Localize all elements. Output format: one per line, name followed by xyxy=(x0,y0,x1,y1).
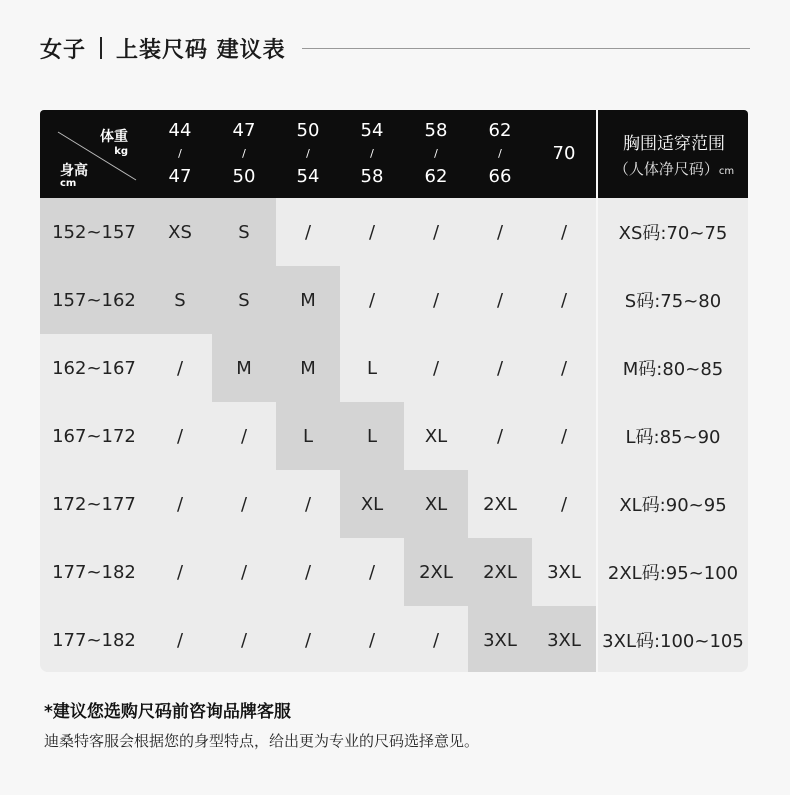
title-divider xyxy=(100,37,102,59)
weight-max: 54 xyxy=(296,166,320,187)
size-cell: / xyxy=(276,538,340,606)
size-cell: 3XL xyxy=(532,606,596,672)
height-cell: 177~182 xyxy=(40,538,148,606)
weight-separator: / xyxy=(498,147,502,160)
size-cell: XL xyxy=(340,470,404,538)
weight-separator: / xyxy=(178,147,182,160)
size-cell: M xyxy=(276,334,340,402)
size-cell: / xyxy=(340,606,404,672)
size-cell: S xyxy=(212,198,276,266)
size-cell: / xyxy=(340,538,404,606)
bust-cell: S码:75~80 xyxy=(596,266,748,334)
bust-subtitle: （人体净尺码）cm xyxy=(613,160,735,178)
diagonal-line xyxy=(40,110,148,198)
weight-column-header xyxy=(532,110,596,198)
size-cell: / xyxy=(404,334,468,402)
weight-column-header xyxy=(404,110,468,198)
size-cell: / xyxy=(148,538,212,606)
weight-min: 62 xyxy=(488,120,512,141)
height-cell: 172~177 xyxy=(40,470,148,538)
page-subtitle: 上装尺码 建议表 xyxy=(116,37,286,63)
size-cell: S xyxy=(148,266,212,334)
weight-min: 44 xyxy=(168,120,192,141)
bust-cell: M码:80~85 xyxy=(596,334,748,402)
size-cell: / xyxy=(532,402,596,470)
weight-min: 50 xyxy=(296,120,320,141)
bust-cell: XL码:90~95 xyxy=(596,470,748,538)
weight-max: 50 xyxy=(232,166,256,187)
weight-separator: / xyxy=(434,147,438,160)
size-cell: / xyxy=(468,266,532,334)
bust-cell: XS码:70~75 xyxy=(596,198,748,266)
weight-separator: / xyxy=(306,147,310,160)
size-cell: / xyxy=(276,198,340,266)
size-cell: / xyxy=(404,198,468,266)
size-cell: / xyxy=(532,198,596,266)
bust-cell: L码:85~90 xyxy=(596,402,748,470)
weight-min: 47 xyxy=(232,120,256,141)
size-cell: / xyxy=(212,606,276,672)
size-cell: 2XL xyxy=(468,470,532,538)
size-cell: L xyxy=(340,402,404,470)
size-cell: / xyxy=(340,198,404,266)
size-cell: / xyxy=(468,334,532,402)
weight-max: 66 xyxy=(488,166,512,187)
size-cell: / xyxy=(468,198,532,266)
size-cell: / xyxy=(212,470,276,538)
size-cell: 3XL xyxy=(468,606,532,672)
size-cell: / xyxy=(404,266,468,334)
size-cell: / xyxy=(532,470,596,538)
weight-column-header xyxy=(276,110,340,198)
header-corner xyxy=(40,110,148,198)
weight-column-header xyxy=(340,110,404,198)
height-cell: 167~172 xyxy=(40,402,148,470)
size-cell: 3XL xyxy=(532,538,596,606)
size-cell: / xyxy=(148,470,212,538)
size-cell: 2XL xyxy=(404,538,468,606)
height-label: 身高 xyxy=(60,163,88,179)
size-cell: / xyxy=(276,470,340,538)
weight-unit: kg xyxy=(114,146,128,157)
size-cell: / xyxy=(468,402,532,470)
table-header xyxy=(40,110,748,198)
size-cell: L xyxy=(276,402,340,470)
weight-max: 62 xyxy=(424,166,448,187)
title-rule xyxy=(302,48,750,49)
note-bold: *建议您选购尺码前咨询品牌客服 xyxy=(44,702,291,722)
weight-max: 58 xyxy=(360,166,384,187)
size-cell: S xyxy=(212,266,276,334)
size-cell: / xyxy=(212,402,276,470)
bust-title: 胸围适穿范围 xyxy=(623,134,725,154)
size-cell: / xyxy=(148,402,212,470)
height-cell: 177~182 xyxy=(40,606,148,672)
weight-separator: / xyxy=(370,147,374,160)
size-cell: / xyxy=(148,334,212,402)
size-cell: / xyxy=(148,606,212,672)
height-cell: 157~162 xyxy=(40,266,148,334)
weight-max: 47 xyxy=(168,166,192,187)
height-cell: 162~167 xyxy=(40,334,148,402)
weight-value: 70 xyxy=(552,143,576,164)
size-cell: L xyxy=(340,334,404,402)
weight-column-header xyxy=(468,110,532,198)
size-cell: XS xyxy=(148,198,212,266)
size-cell: XL xyxy=(404,470,468,538)
size-cell: / xyxy=(276,606,340,672)
size-cell: 2XL xyxy=(468,538,532,606)
size-cell: XL xyxy=(404,402,468,470)
size-cell: M xyxy=(212,334,276,402)
weight-column-header xyxy=(148,110,212,198)
page-title: 女子 xyxy=(40,37,87,63)
height-cell: 152~157 xyxy=(40,198,148,266)
bust-cell: 3XL码:100~105 xyxy=(596,606,748,672)
weight-label: 体重 xyxy=(100,129,128,145)
bust-cell: 2XL码:95~100 xyxy=(596,538,748,606)
height-unit: cm xyxy=(60,178,77,189)
title-bar xyxy=(40,30,750,66)
weight-column-header xyxy=(212,110,276,198)
note-normal: 迪桑特客服会根据您的身型特点，给出更为专业的尺码选择意见。 xyxy=(44,732,480,750)
size-cell: / xyxy=(404,606,468,672)
bust-header xyxy=(596,110,748,198)
weight-separator: / xyxy=(242,147,246,160)
weight-min: 54 xyxy=(360,120,384,141)
size-cell: / xyxy=(532,334,596,402)
size-table xyxy=(40,110,748,672)
size-cell: / xyxy=(532,266,596,334)
size-cell: M xyxy=(276,266,340,334)
weight-min: 58 xyxy=(424,120,448,141)
size-cell: / xyxy=(212,538,276,606)
size-cell: / xyxy=(340,266,404,334)
